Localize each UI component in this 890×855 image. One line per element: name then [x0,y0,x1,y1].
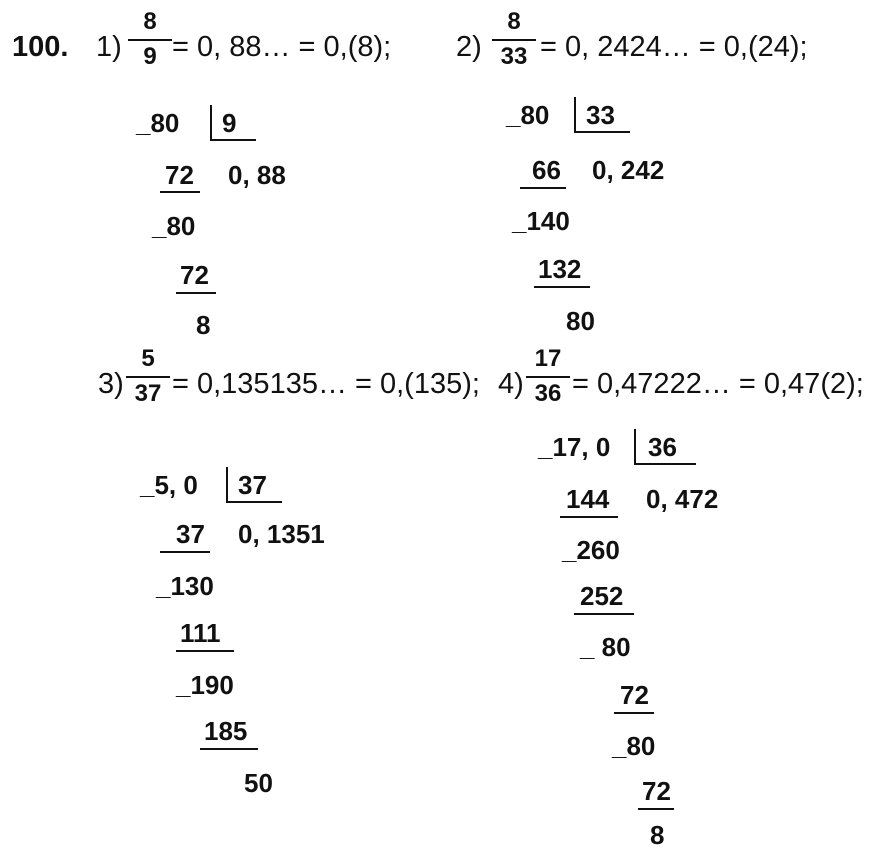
division-step-line [638,808,674,810]
division-step: 144 [566,484,610,514]
part-4-label: 4) [498,368,524,400]
part-2-numerator: 8 [507,8,521,35]
part-3-equation: = 0,135135… = 0,(135); [172,368,480,400]
division-step: 132 [538,254,582,284]
part-4-numerator: 17 [534,345,562,372]
part-1-fraction [128,10,172,69]
division-step: 37 [176,519,205,549]
part-3-numerator: 5 [141,345,155,372]
division-bracket-horizontal [634,463,696,465]
division-step-line [176,650,234,652]
division-step-line [160,191,200,193]
division-step: _130 [156,571,214,601]
part-1-denominator: 9 [143,43,157,70]
division-step: _140 [512,206,570,236]
fraction-bar [126,376,170,378]
part-4-equation: = 0,47222… = 0,47(2); [572,368,864,400]
division-step: _80 [612,731,656,761]
division-bracket-vertical [574,97,576,133]
part-1-label: 1) [96,31,122,63]
part-2-fraction [492,10,536,69]
division-step: 72 [165,160,194,190]
division-step-line [534,286,590,288]
fraction-bar [526,376,570,378]
part-2-denominator: 33 [500,43,528,70]
division-quotient: 0, 472 [646,484,719,514]
division-step-line [574,613,634,615]
division-remainder: 8 [196,310,211,340]
exercise-number: 100. [12,31,69,63]
part-1-numerator: 8 [143,8,157,35]
fraction-bar [128,39,172,41]
division-quotient: 0, 1351 [238,519,325,549]
division-dividend: _80 [506,100,550,130]
division-bracket-horizontal [226,501,282,503]
division-step: 111 [180,618,221,648]
division-dividend: _5, 0 [140,470,198,500]
part-4-denominator: 36 [534,380,562,407]
division-step: _190 [176,670,234,700]
division-step-line [560,516,618,518]
division-dividend: _17, 0 [538,432,611,462]
division-dividend: _80 [136,108,180,138]
part-4-fraction [526,347,570,406]
division-divisor: 9 [222,108,237,138]
division-step: 72 [642,776,671,806]
part-3-label: 3) [98,368,124,400]
division-quotient: 0, 88 [228,160,286,190]
division-step-line [160,551,210,553]
division-step-line [200,748,258,750]
division-step: _80 [152,211,196,241]
division-step: _ 80 [580,632,631,662]
division-bracket-horizontal [210,139,256,141]
division-divisor: 37 [238,470,267,500]
division-step-line [520,187,566,189]
part-2-equation: = 0, 2424… = 0,(24); [540,31,808,63]
fraction-bar [492,39,536,41]
division-remainder: 80 [566,306,595,336]
part-2-label: 2) [456,31,482,63]
part-3-fraction [126,347,170,406]
division-divisor: 36 [648,432,677,462]
division-step: 252 [580,581,624,611]
division-step: _260 [562,535,620,565]
division-remainder: 8 [650,820,665,850]
division-step: 72 [620,680,649,710]
division-bracket-horizontal [574,131,630,133]
division-bracket-vertical [210,105,212,141]
division-divisor: 33 [586,100,615,130]
division-bracket-vertical [634,429,636,465]
division-step-line [176,292,216,294]
division-step: 185 [204,716,248,746]
division-step: 72 [180,260,209,290]
division-step: 66 [532,155,561,185]
division-bracket-vertical [226,467,228,503]
part-3-denominator: 37 [134,380,162,407]
part-1-equation: = 0, 88… = 0,(8); [172,31,392,63]
division-step-line [614,712,654,714]
division-quotient: 0, 242 [592,155,665,185]
division-remainder: 50 [244,768,273,798]
